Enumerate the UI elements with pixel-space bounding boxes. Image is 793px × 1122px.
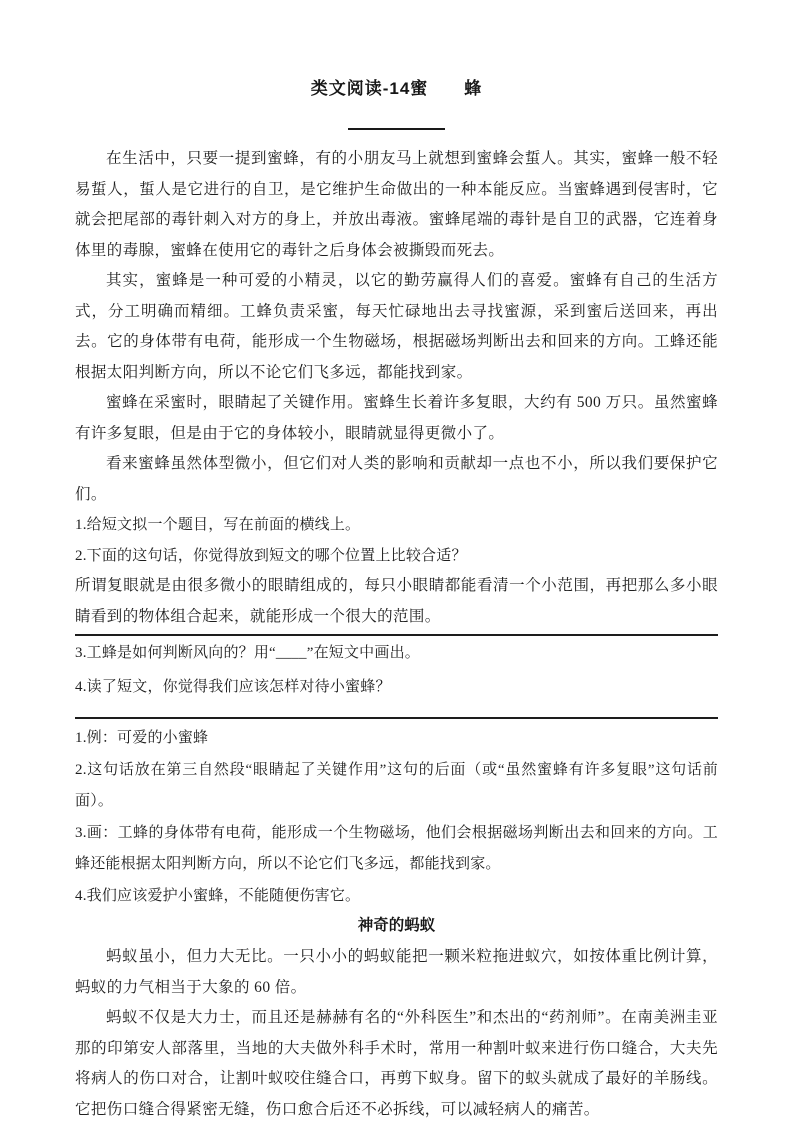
answer-4: 4.我们应该爱护小蜜蜂，不能随便伤害它。	[75, 887, 361, 904]
question-2: 2.下面的这句话，你觉得放到短文的哪个位置上比较合适？	[75, 547, 467, 564]
answer-1: 1.例：可爱的小蜜蜂	[75, 730, 209, 746]
question-1: 1.给短文拟一个题目，写在前面的横线上。	[75, 517, 361, 533]
question-3: 3.工蜂是如何判断风向的？用“____”在短文中画出。	[75, 645, 420, 661]
ant-passage-paragraph-1: 蚂蚁虽小，但力大无比。一只小小的蚂蚁能把一颗米粒拖进蚁穴，如按体重比例计算，蚂蚁的力气相当于大象的 60 倍。	[75, 948, 718, 996]
bee-passage-paragraph-4: 看来蜜蜂虽然体型微小，但它们对人类的影响和贡献却一点也不小，所以我们要保护它们。	[75, 455, 718, 503]
section-divider-2	[75, 717, 718, 719]
title-blank-line	[348, 128, 445, 130]
answer-3: 3.画：工蜂的身体带有电荷，能形成一个生物磁场，他们会根据磁场判断出去和回来的方向。工蜂还能根据太阳判断方向，所以不论它们飞多远，都能找到家。	[75, 824, 718, 872]
ant-passage-paragraph-2: 蚂蚁不仅是大力士，而且还是赫赫有名的“外科医生”和杰出的“药剂师”。在南美洲圭亚那的印第安人部落里，当地的大夫做外科手术时，常用一种割叶蚁来进行伤口缝合，大夫先将病人的伤口对合，让割叶蚁咬住缝合口，再剪下蚁身。留下的蚁头就成了最好的羊肠线。它把伤口缝合得紧密无缝，伤口愈合后还不必拆线，可以减轻病人的痛苦。	[75, 1009, 718, 1118]
inserted-sentence-block	[75, 571, 718, 632]
bee-passage-paragraph-1: 在生活中，只要一提到蜜蜂，有的小朋友马上就想到蜜蜂会蜇人。其实，蜜蜂一般不轻易蜇人，蜇人是它进行的自卫，是它维护生命做出的一种本能反应。当蜜蜂遇到侵害时，它就会把尾部的毒针刺入对方的身上，并放出毒液。蜜蜂尾端的毒针是自卫的武器，它连着身体里的毒腺，蜜蜂在使用它的毒针之后身体会被撕毁而死去。	[75, 150, 718, 259]
answer-list	[75, 723, 718, 912]
inserted-sentence: 所谓复眼就是由很多微小的眼睛组成的，每只小眼睛都能看清一个小范围，再把那么多小眼睛看到的物体组合起来，就能形成一个很大的范围。	[75, 577, 718, 625]
ant-section-heading: 神奇的蚂蚁	[357, 917, 436, 934]
ant-passage	[75, 942, 718, 1122]
page-title: 类文阅读-14蜜 蜂	[310, 79, 483, 98]
bee-passage-paragraph-3: 蜜蜂在采蜜时，眼睛起了关键作用。蜜蜂生长着许多复眼，大约有 500 万只。虽然蜜蜂有许多复眼，但是由于它的身体较小，眼睛就显得更微小了。	[75, 394, 718, 442]
question-4: 4.读了短文，你觉得我们应该怎样对待小蜜蜂？	[75, 679, 391, 695]
answer-2: 2.这句话放在第三自然段“眼睛起了关键作用”这句的后面（或“虽然蜜蜂有许多复眼”这句话前面）。	[75, 761, 718, 809]
question-list-part2	[75, 636, 718, 704]
question-list-part1	[75, 510, 718, 571]
bee-passage	[75, 144, 718, 510]
bee-passage-paragraph-2: 其实，蜜蜂是一种可爱的小精灵，以它的勤劳赢得人们的喜爱。蜜蜂有自己的生活方式，分工明确而精细。工蜂负责采蜜，每天忙碌地出去寻找蜜源，采到蜜后送回来，再出去。它的身体带有电荷，能形成一个生物磁场，根据磁场判断出去和回来的方向。工蜂还能根据太阳判断方向，所以不论它们飞多远，都能找到家。	[75, 272, 718, 381]
